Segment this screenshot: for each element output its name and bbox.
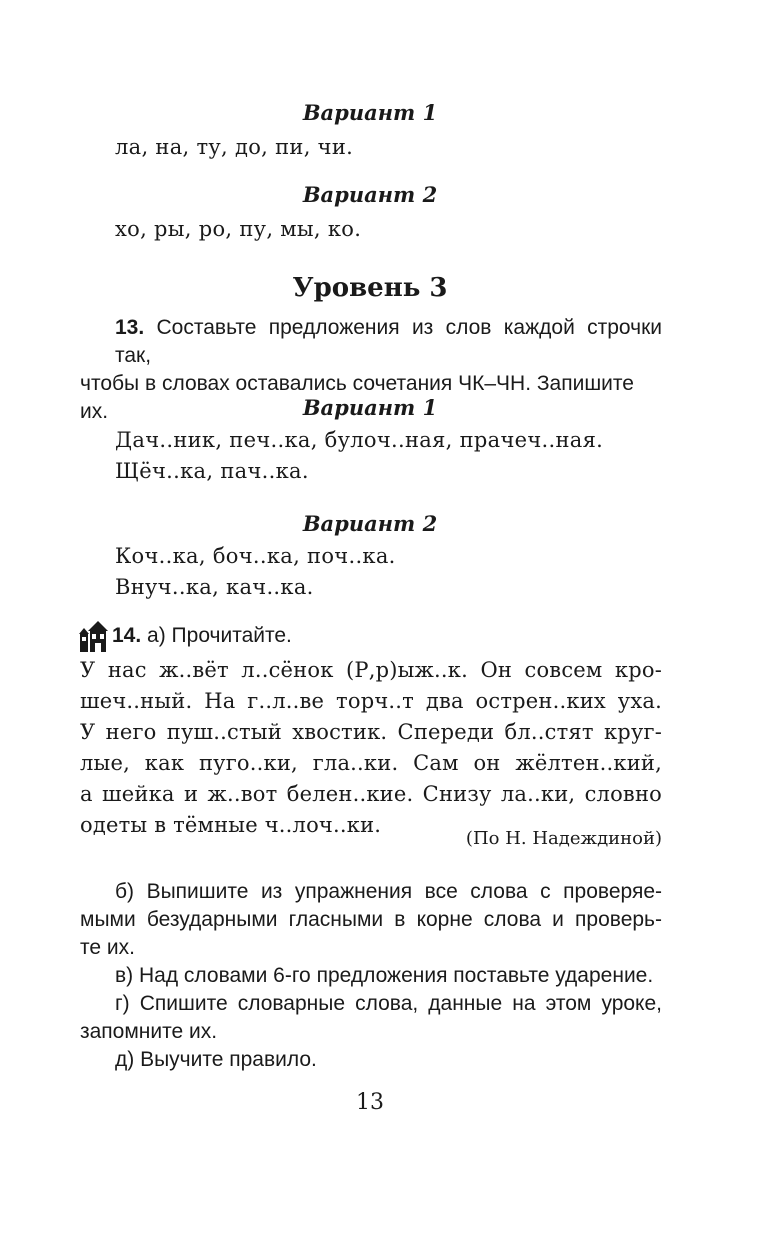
task-13-line-2: чтобы в словах оставались сочетания ЧК–ЧН. Запишите их. <box>80 372 634 423</box>
task-14-part-b <box>80 878 662 962</box>
task-14-part-c: в) Над словами 6-го предложения поставьте ударение. <box>115 964 654 987</box>
task-14-header <box>112 624 292 648</box>
text-line: лые, как пуго..ки, гла..ки. Сам он жёлтен..кий, <box>80 751 662 775</box>
variant-1-words: ла, на, ту, до, пи, чи. <box>115 135 354 159</box>
variant-1-title: Вариант 1 <box>302 100 438 125</box>
text-line: У нас ж..вёт л..сёнок (Р,р)ыж..к. Он совсем кро- <box>80 658 662 682</box>
variant-2-words: хо, ры, ро, пу, мы, ко. <box>115 217 362 241</box>
task-14-number: 14. <box>112 624 142 647</box>
text-line: шеч..ный. На г..л..ве торч..т два острен..ких уха. <box>80 689 662 713</box>
part-d-line: г) Спишите словарные слова, данные на этом уроке, <box>115 992 662 1015</box>
task-13-variant-2-line-1: Коч..ка, боч..ка, поч..ка. <box>115 544 396 568</box>
part-b-line: те их. <box>80 936 135 959</box>
part-d-line: запомните их. <box>80 1020 218 1043</box>
task-14-part-e: д) Выучите правило. <box>115 1048 317 1071</box>
task-13-variant-1-line-2: Щёч..ка, пач..ка. <box>115 459 309 483</box>
task-13-variant-1-line-1: Дач..ник, печ..ка, булоч..ная, прачеч..ная. <box>115 428 604 452</box>
house-icon <box>78 620 108 652</box>
task-13-line-1: 13. Составьте предложения из слов каждой строчки так, <box>115 316 662 367</box>
text-line: а шейка и ж..вот белен..кие. Снизу ла..ки, словно <box>80 782 662 806</box>
level-title: Уровень 3 <box>292 273 448 303</box>
task-13-number: 13. <box>115 316 145 339</box>
text-line: У него пуш..стый хвостик. Спереди бл..стят круг- <box>80 720 662 744</box>
part-b-line: мыми безударными гласными в корне слова и проверь- <box>80 908 662 931</box>
text-line: одеты в тёмные ч..лоч..ки. <box>80 813 382 837</box>
text-source: (По Н. Надеждиной) <box>465 828 662 849</box>
variant-2-title: Вариант 2 <box>302 182 438 207</box>
task-13-variant-2-title: Вариант 2 <box>302 511 438 536</box>
task-14-part-d <box>80 990 662 1046</box>
task-13-variant-1-title: Вариант 1 <box>302 395 438 420</box>
task-13-variant-2-line-2: Внуч..ка, кач..ка. <box>115 575 314 599</box>
task-14-part-a: а) Прочитайте. <box>141 624 292 647</box>
part-b-line: б) Выпишите из упражнения все слова с проверяе- <box>115 880 662 903</box>
page-number: 13 <box>356 1090 384 1115</box>
task-14-text <box>80 655 662 841</box>
